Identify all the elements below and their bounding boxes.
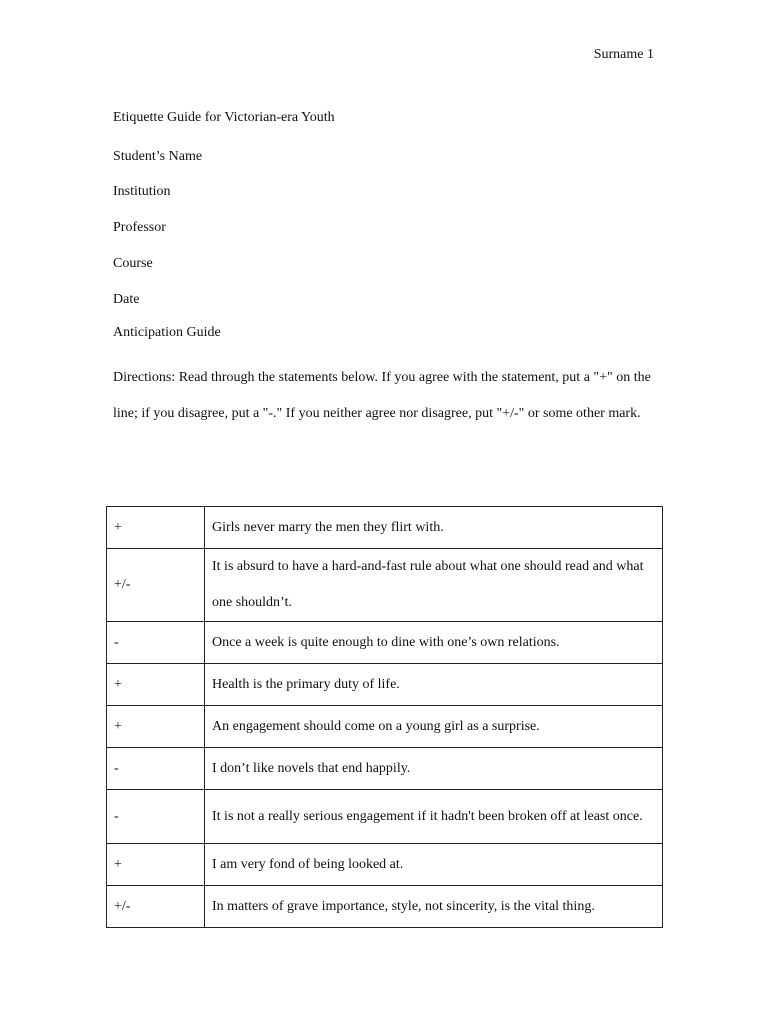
- response-mark: -: [107, 622, 205, 664]
- table-row: [107, 549, 663, 622]
- anticipation-guide-table: [106, 506, 663, 928]
- statement-cell: I am very fond of being looked at.: [205, 844, 663, 886]
- table-row: [107, 844, 663, 886]
- institution: Institution: [113, 184, 171, 199]
- statement-cell: Girls never marry the men they flirt with.: [205, 507, 663, 549]
- professor: Professor: [113, 220, 166, 235]
- section-heading: Anticipation Guide: [113, 325, 221, 340]
- statement-cell: An engagement should come on a young girl as a surprise.: [205, 706, 663, 748]
- response-mark: +: [107, 507, 205, 549]
- response-mark: +: [107, 664, 205, 706]
- course: Course: [113, 256, 153, 271]
- response-mark: +/-: [107, 549, 205, 622]
- response-mark: +: [107, 706, 205, 748]
- response-mark: -: [107, 790, 205, 844]
- statement-cell: Health is the primary duty of life.: [205, 664, 663, 706]
- table-row: [107, 507, 663, 549]
- statement-cell: Once a week is quite enough to dine with one’s own relations.: [205, 622, 663, 664]
- table-row: [107, 706, 663, 748]
- statement-cell: It is absurd to have a hard-and-fast rule about what one should read and what one shouldn’t.: [205, 549, 663, 622]
- document-title: Etiquette Guide for Victorian-era Youth: [113, 110, 335, 125]
- student-name: Student’s Name: [113, 149, 203, 164]
- table-row: [107, 790, 663, 844]
- response-mark: +/-: [107, 886, 205, 928]
- statement-cell: In matters of grave importance, style, not sincerity, is the vital thing.: [205, 886, 663, 928]
- directions-paragraph: Directions: Read through the statements below. If you agree with the statement, put a "+" on the line; if you disagree, put a "-." If you neither agree nor disagree, put "+/-" or some other mark.: [113, 370, 651, 421]
- table-row: [107, 748, 663, 790]
- response-mark: -: [107, 748, 205, 790]
- table-row: [107, 664, 663, 706]
- table-row: [107, 886, 663, 928]
- statement-cell: I don’t like novels that end happily.: [205, 748, 663, 790]
- running-head: Surname 1: [593, 47, 654, 62]
- table-row: [107, 622, 663, 664]
- date: Date: [113, 292, 140, 307]
- response-mark: +: [107, 844, 205, 886]
- statement-cell: It is not a really serious engagement if it hadn't been broken off at least once.: [205, 790, 663, 844]
